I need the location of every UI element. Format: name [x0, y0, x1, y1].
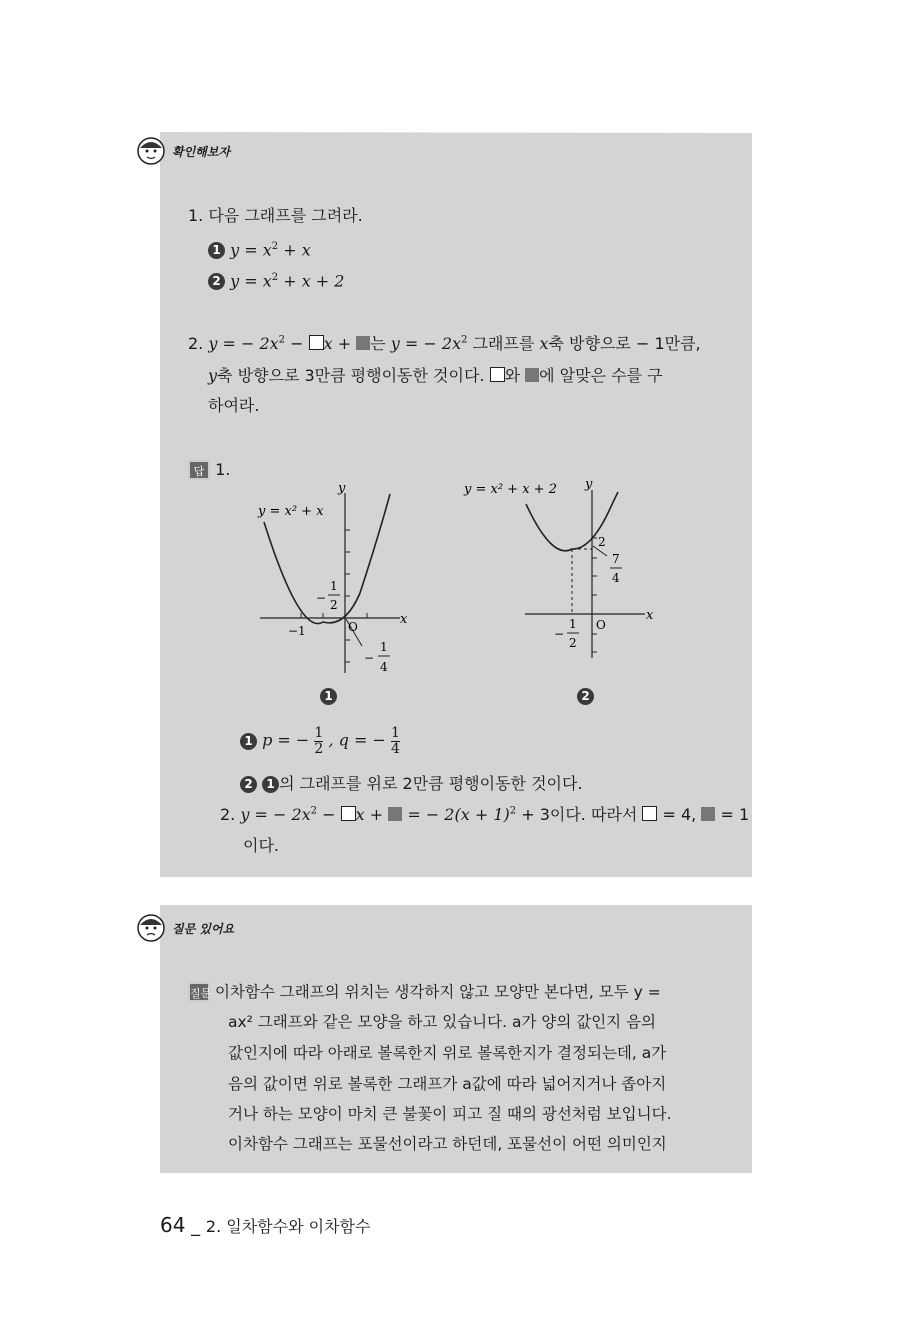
- question-line-4: 음의 값이면 위로 볼록한 그래프가 a값에 따라 넓어지거나 좁아지: [228, 1075, 667, 1093]
- question-line-3: 값인지에 따라 아래로 볼록한지 위로 볼록한지가 결정되는데, a가: [228, 1044, 667, 1062]
- x-axis-label: x: [646, 608, 654, 623]
- svg-text:2: 2: [330, 598, 338, 612]
- solution-3-line-2: 이다.: [243, 836, 279, 855]
- svg-text:4: 4: [380, 660, 388, 674]
- question-line-5: 거나 하는 모양이 마치 큰 불꽃이 피고 질 때의 광선처럼 보입니다.: [228, 1105, 672, 1123]
- graph-1-marker: 1: [320, 688, 337, 705]
- y-ticks: [301, 530, 367, 662]
- marker-1: 1: [208, 242, 225, 259]
- solution-3: 2. y = − $2x^2 - x$ + = − $2(x + 1)^2 + 3$이다. 따라서 = 4, = 1: [220, 805, 750, 824]
- solution-1: 1 p = − $\frac{1}{2}$ , q = − $\frac{1}{4}$: [240, 726, 400, 756]
- mascot-face-icon: [136, 136, 166, 166]
- confirm-header: [136, 136, 230, 166]
- empty-box: [309, 335, 324, 350]
- marker-2: 2: [208, 273, 225, 290]
- page-footer: 64 _ 2. 일차함수와 이차함수: [160, 1213, 371, 1237]
- svg-text:7: 7: [612, 552, 620, 566]
- answer-label: 답 1.: [188, 460, 230, 480]
- q1-item-2: 2 $y = x^2 + x + 2$: [208, 273, 344, 290]
- answer-tag: 답: [188, 460, 210, 480]
- question-line-6: 이차함수 그래프는 포물선이라고 하던데, 포물선이 어떤 의미인지: [228, 1135, 667, 1153]
- page-number: 64: [160, 1213, 186, 1237]
- q2-line-1: 2. y = − $2x^2 - x$ + 는 y = − $2x^2$ 그래프를 x축 방향으로 − 1만큼,: [188, 334, 701, 353]
- question-box: [160, 905, 752, 1173]
- q2-line-2: y축 방향으로 3만큼 평행이동한 것이다. 와 에 알맞은 수를 구: [208, 366, 663, 385]
- q2-line-3: 하여라.: [208, 396, 260, 415]
- svg-text:1: 1: [380, 640, 388, 654]
- graph-1-label: y = x² + x: [258, 504, 324, 519]
- question-header: [136, 913, 234, 943]
- svg-text:−: −: [364, 651, 375, 665]
- q1-item-1: 1 $y = x^2 + x$: [208, 242, 311, 259]
- graph-2-marker: 2: [577, 688, 594, 705]
- y-axis-label: y: [585, 478, 593, 492]
- question-header-text: 질문 있어요: [172, 921, 235, 936]
- solution-2: 2 1 의 그래프를 위로 2만큼 평행이동한 것이다.: [240, 776, 583, 793]
- graph-2-label: y = x² + x + 2: [464, 482, 557, 497]
- graph-2: [460, 478, 660, 668]
- svg-text:1: 1: [330, 579, 338, 593]
- svg-text:4: 4: [612, 571, 620, 585]
- q1-text: 1. 다음 그래프를 그려라.: [188, 206, 363, 225]
- y-axis-label: y: [338, 481, 346, 496]
- svg-text:−: −: [316, 591, 327, 605]
- question-tag: 질문: [188, 982, 210, 1002]
- x-tick-label: −1: [288, 624, 306, 638]
- svg-text:2: 2: [569, 636, 577, 650]
- chapter-title: 2. 일차함수와 이차함수: [205, 1217, 371, 1236]
- svg-text:−: −: [554, 627, 565, 641]
- question-line-1: 질문 이차함수 그래프의 위치는 생각하지 않고 모양만 본다면, 모두 y =: [190, 983, 661, 1001]
- origin-label: O: [348, 620, 358, 634]
- x-axis-label: x: [400, 612, 408, 627]
- filled-box: [356, 336, 370, 350]
- confirm-header-text: 확인해보자: [172, 144, 230, 159]
- y-ticks: [592, 538, 597, 652]
- svg-text:1: 1: [569, 617, 577, 631]
- origin-label: O: [596, 618, 606, 632]
- mascot-face-icon: [136, 913, 166, 943]
- y-tick-label: 2: [598, 535, 606, 549]
- graph-1: [250, 478, 420, 688]
- question-line-2: ax² 그래프와 같은 모양을 하고 있습니다. a가 양의 값인지 음의: [228, 1013, 657, 1031]
